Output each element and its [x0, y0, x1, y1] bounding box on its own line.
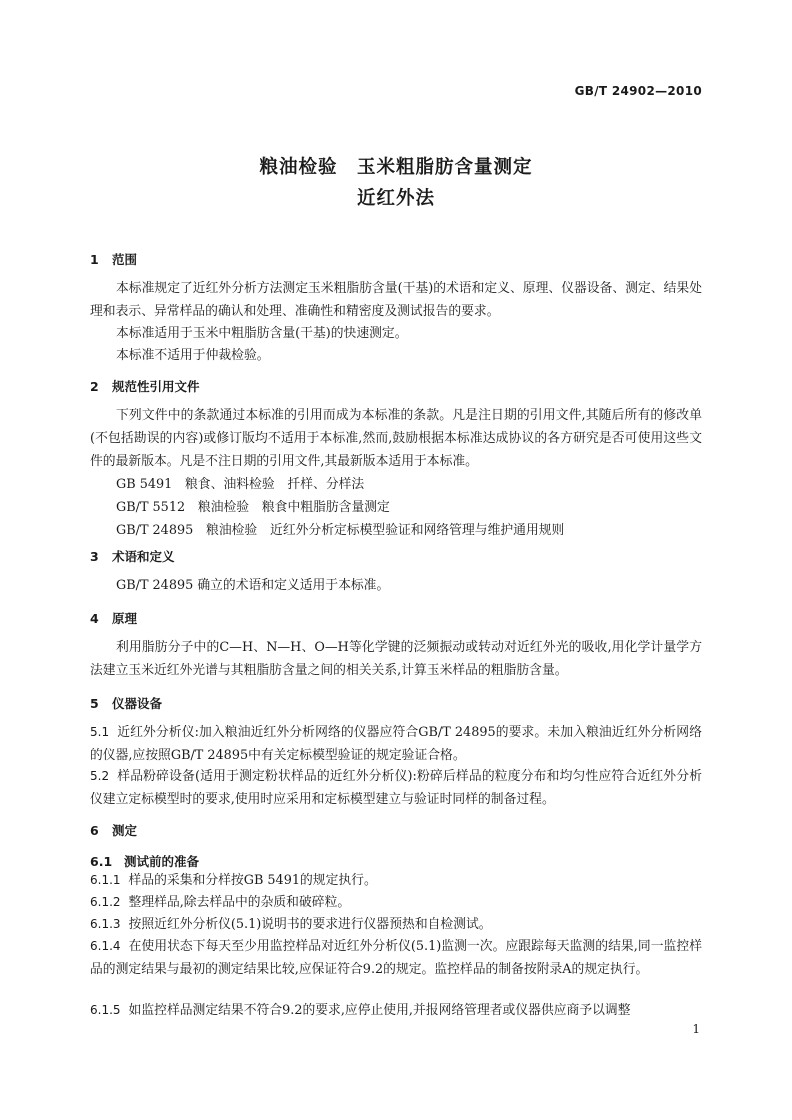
section-5-heading [90, 694, 162, 712]
clause-6-1-2 [90, 891, 702, 914]
clause-text: 近红外分析仪:加入粮油近红外分析网络的仪器应符合GB/T 24895的要求。未加入粮油近红外分析网络的仪器,应按照GB/T 24895中有关定标模型验证的规定验证合格。 [90, 725, 702, 763]
clause-number: 6.1.4 [90, 939, 121, 953]
section-4-paragraph-1: 利用脂肪分子中的C—H、N—H、O—H等化学键的泛频振动或转动对近红外光的吸收,用化学计量学方法建立玉米近红外光谱与其粗脂肪含量之间的相关关系,计算玉米样品的粗脂肪含量。 [90, 640, 702, 678]
clause-6-1-4 [90, 935, 702, 981]
normative-reference: GB 5491 粮食、油料检验 扦样、分样法 [116, 477, 365, 492]
subsection-6-1-heading [90, 852, 199, 870]
standard-code: GB/T 24902—2010 [574, 84, 702, 98]
clause-number: 6.1.5 [90, 1003, 121, 1017]
clause-text: 按照近红外分析仪(5.1)说明书的要求进行仪器预热和自检测试。 [128, 917, 492, 932]
section-2-heading [90, 377, 200, 395]
clause-6-1-3 [90, 913, 702, 936]
clause-number: 5.1 [90, 725, 110, 739]
document-subtitle: 近红外法 [356, 188, 435, 209]
subsection-number: 6.1 [90, 854, 113, 869]
page-number: 1 [692, 1022, 700, 1036]
section-number: 3 [90, 549, 99, 564]
section-4-heading [90, 609, 137, 627]
section-6-heading [90, 821, 137, 839]
clause-6-1-5 [90, 999, 702, 1022]
clause-text: 样品的采集和分样按GB 5491的规定执行。 [128, 873, 377, 888]
subsection-title: 测试前的准备 [124, 854, 200, 869]
section-number: 4 [90, 611, 99, 626]
section-title: 规范性引用文件 [112, 379, 200, 394]
clause-number: 6.1.2 [90, 895, 121, 909]
clause-text: 样品粉碎设备(适用于测定粉状样品的近红外分析仪):粉碎后样品的粒度分布和均匀性应符合近红外分析仪建立定标模型时的要求,使用时应采用和定标模型建立与验证时同样的制备过程。 [90, 769, 702, 807]
section-1-paragraph-1: 本标准规定了近红外分析方法测定玉米粗脂肪含量(干基)的术语和定义、原理、仪器设备、测定、结果处理和表示、异常样品的确认和处理、准确性和精密度及测试报告的要求。 [90, 281, 702, 319]
section-1-paragraph-3: 本标准不适用于仲裁检验。 [116, 348, 270, 363]
section-number: 5 [90, 696, 99, 711]
section-2-paragraph-1: 下列文件中的条款通过本标准的引用而成为本标准的条款。凡是注日期的引用文件,其随后所有的修改单(不包括勘误的内容)或修订版均不适用于本标准,然而,鼓励根据本标准达成协议的各方研究是否可使用这些文件的最新版本。凡是不注日期的引用文件,其最新版本适用于本标准。 [90, 408, 702, 469]
clause-number: 6.1.3 [90, 917, 121, 931]
section-number: 1 [90, 252, 99, 267]
section-1-paragraph-2: 本标准适用于玉米中粗脂肪含量(干基)的快速测定。 [116, 326, 408, 341]
clause-6-1-1 [90, 869, 702, 892]
section-number: 6 [90, 823, 99, 838]
document-title: 粮油检验 玉米粗脂肪含量测定 [259, 157, 533, 178]
clause-text: 在使用状态下每天至少用监控样品对近红外分析仪(5.1)监测一次。应跟踪每天监测的结果,同一监控样品的测定结果与最初的测定结果比较,应保证符合9.2的规定。监控样品的制备按附录A的规定执行。 [90, 939, 702, 977]
clause-text: 如监控样品测定结果不符合9.2的要求,应停止使用,并报网络管理者或仪器供应商予以调整 [128, 1003, 631, 1018]
section-title: 原理 [112, 611, 138, 626]
normative-reference: GB/T 24895 粮油检验 近红外分析定标模型验证和网络管理与维护通用规则 [116, 523, 565, 538]
clause-number: 6.1.1 [90, 873, 121, 887]
clause-5-2 [90, 765, 702, 811]
clause-text: 整理样品,除去样品中的杂质和破碎粒。 [128, 895, 351, 910]
section-3-paragraph-1: GB/T 24895 确立的术语和定义适用于本标准。 [116, 578, 390, 593]
section-1-heading [90, 250, 137, 268]
clause-5-1 [90, 721, 702, 767]
section-title: 术语和定义 [112, 549, 175, 564]
normative-reference: GB/T 5512 粮油检验 粮食中粗脂肪含量测定 [116, 500, 390, 515]
clause-number: 5.2 [90, 769, 110, 783]
section-3-heading [90, 547, 175, 565]
section-number: 2 [90, 379, 99, 394]
section-title: 范围 [112, 252, 138, 267]
section-title: 测定 [112, 823, 138, 838]
section-title: 仪器设备 [112, 696, 163, 711]
